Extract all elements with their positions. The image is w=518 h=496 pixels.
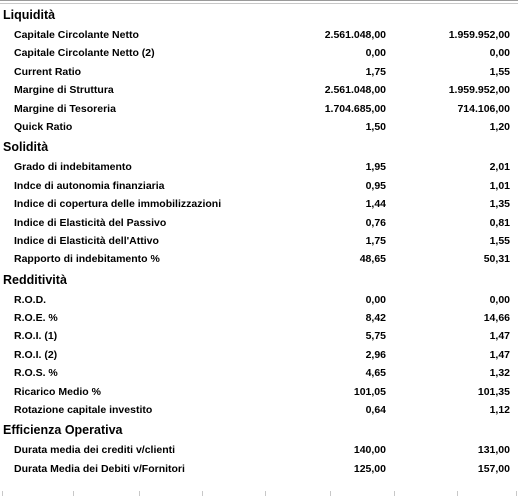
tick-mark	[73, 491, 74, 496]
report-row	[0, 26, 518, 44]
value-column-1: 0,64	[365, 404, 386, 417]
report-row	[0, 250, 518, 268]
value-column-1: 125,00	[353, 462, 386, 475]
value-column-2: 1,47	[489, 330, 510, 343]
value-column-1: 2.561.048,00	[324, 29, 386, 41]
row-label: Margine di Tesoreria	[14, 102, 116, 115]
value-column-2: 0,00	[489, 47, 510, 60]
report-row	[0, 214, 518, 232]
value-column-1: 2,96	[365, 348, 386, 361]
tick-mark	[516, 491, 517, 496]
row-label: Indice di Elasticità del Passivo	[14, 216, 167, 229]
value-column-1: 1,95	[365, 161, 386, 174]
value-column-1: 0,76	[365, 216, 386, 229]
value-column-1: 4,65	[365, 367, 386, 380]
row-label: Capitale Circolante Netto	[14, 29, 139, 41]
row-label: R.O.I. (1)	[14, 330, 58, 343]
report-row	[0, 81, 518, 99]
report-row	[0, 118, 518, 136]
value-column-1: 140,00	[353, 444, 386, 457]
section-title: Efficienza Operativa	[3, 423, 123, 438]
row-label: Capitale Circolante Netto (2)	[14, 47, 155, 60]
section-efficienza-operativa	[0, 419, 518, 478]
report-row	[0, 232, 518, 250]
report-bottom-ticks	[0, 490, 518, 496]
report-row	[0, 291, 518, 309]
section-title: Liquidità	[3, 8, 56, 22]
section-redditivita	[0, 269, 518, 420]
value-column-2: 1,35	[489, 198, 510, 211]
value-column-2: 1,12	[489, 404, 510, 417]
value-column-1: 2.561.048,00	[324, 84, 386, 97]
tick-mark	[394, 491, 395, 496]
row-label: R.O.D.	[14, 293, 47, 306]
report-row	[0, 364, 518, 382]
row-label: Grado di indebitamento	[14, 161, 132, 174]
financial-ratios-report	[0, 4, 518, 478]
report-row	[0, 44, 518, 62]
report-row	[0, 346, 518, 364]
value-column-2: 1,32	[489, 367, 510, 380]
row-label: Durata media dei crediti v/clienti	[14, 444, 176, 457]
value-column-1: 1,44	[365, 198, 386, 211]
row-label: Indice di Elasticità dell'Attivo	[14, 234, 159, 247]
row-label: Ricarico Medio %	[14, 385, 101, 398]
row-label: R.O.S. %	[14, 367, 58, 380]
tick-mark	[330, 491, 331, 496]
tick-mark	[2, 491, 3, 496]
section-solidita	[0, 136, 518, 268]
report-row	[0, 309, 518, 327]
report-row	[0, 195, 518, 213]
report-row	[0, 158, 518, 176]
value-column-2: 157,00	[477, 462, 510, 475]
value-column-1: 1,75	[365, 65, 386, 78]
row-label: Indice di copertura delle immobilizzazioni	[14, 198, 222, 211]
value-column-2: 131,00	[477, 444, 510, 457]
value-column-1: 5,75	[365, 330, 386, 343]
report-row	[0, 401, 518, 419]
tick-mark	[139, 491, 140, 496]
row-label: Margine di Struttura	[14, 84, 114, 97]
value-column-2: 1,01	[489, 179, 510, 192]
value-column-1: 0,95	[365, 179, 386, 192]
value-column-1: 0,00	[365, 293, 386, 306]
report-row	[0, 383, 518, 401]
report-row	[0, 460, 518, 478]
report-row	[0, 441, 518, 459]
value-column-2: 1,55	[489, 65, 510, 78]
section-liquidita	[0, 4, 518, 136]
section-title: Solidità	[3, 140, 49, 155]
row-label: Rotazione capitale investito	[14, 404, 153, 417]
value-column-1: 101,05	[353, 385, 386, 398]
report-row	[0, 100, 518, 118]
tick-mark	[457, 491, 458, 496]
report-row	[0, 327, 518, 345]
value-column-2: 1,55	[489, 234, 510, 247]
value-column-2: 1.959.952,00	[448, 84, 510, 97]
row-label: Rapporto di indebitamento %	[14, 253, 160, 266]
value-column-2: 1.959.952,00	[448, 29, 510, 41]
row-label: R.O.E. %	[14, 312, 58, 325]
value-column-1: 0,00	[365, 47, 386, 60]
row-label: Durata Media dei Debiti v/Fornitori	[14, 462, 185, 475]
value-column-1: 8,42	[365, 312, 386, 325]
value-column-2: 101,35	[477, 385, 510, 398]
value-column-1: 1,75	[365, 234, 386, 247]
section-title: Redditività	[3, 272, 67, 287]
tick-mark	[202, 491, 203, 496]
row-label: Quick Ratio	[14, 120, 73, 133]
value-column-2: 0,00	[489, 293, 510, 306]
value-column-2: 1,20	[489, 120, 510, 133]
value-column-1: 48,65	[359, 253, 386, 266]
row-label: Current Ratio	[14, 65, 82, 78]
value-column-2: 50,31	[483, 253, 510, 266]
row-label: Indce di autonomia finanziaria	[14, 179, 165, 192]
value-column-2: 14,66	[483, 312, 510, 325]
value-column-2: 1,47	[489, 348, 510, 361]
report-row	[0, 177, 518, 195]
report-row	[0, 63, 518, 81]
value-column-2: 0,81	[489, 216, 510, 229]
value-column-1: 1,50	[365, 120, 386, 133]
value-column-2: 714.106,00	[457, 102, 510, 115]
value-column-2: 2,01	[489, 161, 510, 174]
value-column-1: 1.704.685,00	[324, 102, 386, 115]
row-label: R.O.I. (2)	[14, 348, 58, 361]
tick-mark	[265, 491, 266, 496]
